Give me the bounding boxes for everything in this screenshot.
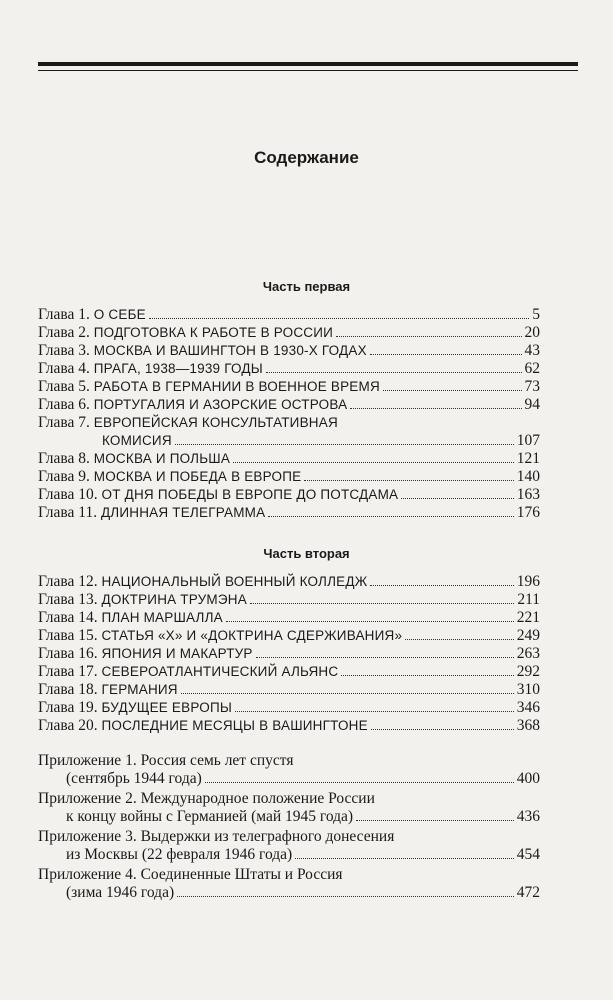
toc-entry xyxy=(38,681,540,699)
page-number: 140 xyxy=(516,468,540,485)
chapter-title: РАБОТА В ГЕРМАНИИ В ВОЕННОЕ ВРЕМЯ xyxy=(93,379,380,394)
page-number: 43 xyxy=(524,342,540,359)
chapter-title: МОСКВА И ВАШИНГТОН В 1930-Х ГОДАХ xyxy=(93,343,367,358)
appendix-subtitle: (зима 1946 года) xyxy=(66,884,175,901)
appendix-subtitle-row xyxy=(38,770,540,788)
appendix-subtitle: из Москвы (22 февраля 1946 года) xyxy=(66,846,293,863)
page-number: 368 xyxy=(516,717,540,734)
toc-entry xyxy=(38,627,540,645)
toc-entry xyxy=(38,609,540,627)
dot-leader xyxy=(371,729,514,730)
chapter-number: Глава 20. xyxy=(38,717,102,734)
page-number: 346 xyxy=(516,699,540,716)
dot-leader xyxy=(341,675,513,676)
page-number: 196 xyxy=(516,573,540,590)
toc-entry xyxy=(38,645,540,663)
chapter-number: Глава 2. xyxy=(38,324,94,341)
page-number: 454 xyxy=(516,846,540,863)
chapter-title: О СЕБЕ xyxy=(93,307,146,322)
appendix-subtitle-row xyxy=(38,808,540,826)
toc-entry xyxy=(38,306,540,324)
toc-entry xyxy=(38,504,540,522)
page-number: 400 xyxy=(516,770,540,787)
chapter-label xyxy=(38,324,333,342)
chapter-number: Глава 8. xyxy=(38,450,94,467)
chapter-label xyxy=(38,573,367,591)
dot-leader xyxy=(181,693,514,694)
page-number: 249 xyxy=(516,627,540,644)
chapter-title: БУДУЩЕЕ ЕВРОПЫ xyxy=(101,700,233,715)
dot-leader xyxy=(405,639,514,640)
appendix-subtitle: (сентябрь 1944 года) xyxy=(66,770,202,787)
dot-leader xyxy=(268,516,513,517)
chapter-title: СТАТЬЯ «Х» И «ДОКТРИНА СДЕРЖИВАНИЯ» xyxy=(101,628,403,643)
toc-entry xyxy=(38,378,540,396)
chapter-title: ПОДГОТОВКА К РАБОТЕ В РОССИИ xyxy=(93,325,334,340)
dot-leader xyxy=(205,782,514,783)
appendix-title: Приложение 2. Международное положение России xyxy=(38,790,375,807)
chapter-label xyxy=(38,627,402,645)
page-number: 263 xyxy=(516,645,540,662)
chapter-number: Глава 18. xyxy=(38,681,102,698)
chapter-title: ДЛИННАЯ ТЕЛЕГРАММА xyxy=(100,505,266,520)
dot-leader xyxy=(336,336,521,337)
dot-leader xyxy=(233,462,514,463)
chapter-title: ЕВРОПЕЙСКАЯ КОНСУЛЬТАТИВНАЯ xyxy=(93,415,338,430)
page-title: Содержание xyxy=(254,148,359,167)
part-two-heading: Часть вторая xyxy=(263,546,350,561)
chapter-label xyxy=(38,645,253,663)
chapter-title: ПОСЛЕДНИЕ МЕСЯЦЫ В ВАШИНГТОНЕ xyxy=(101,718,368,733)
toc-entry xyxy=(38,450,540,468)
chapter-number: Глава 19. xyxy=(38,699,102,716)
dot-leader xyxy=(250,603,514,604)
chapter-number: Глава 3. xyxy=(38,342,94,359)
toc-entry xyxy=(38,342,540,360)
part-one-heading: Часть первая xyxy=(262,279,351,294)
page-number: 94 xyxy=(524,396,540,413)
dot-leader xyxy=(370,354,522,355)
chapter-label xyxy=(38,486,398,504)
chapter-number: Глава 14. xyxy=(38,609,102,626)
toc-entry xyxy=(38,360,540,378)
page-number: 310 xyxy=(516,681,540,698)
toc-entry xyxy=(38,699,540,717)
toc-entry xyxy=(38,468,540,486)
chapter-number: Глава 16. xyxy=(38,645,102,662)
dot-leader xyxy=(256,657,514,658)
chapter-label xyxy=(38,450,230,468)
chapter-number: Глава 17. xyxy=(38,663,102,680)
dot-leader xyxy=(235,711,514,712)
part-one-chapters xyxy=(38,306,540,522)
page-number: 73 xyxy=(524,378,540,395)
chapter-number: Глава 1. xyxy=(38,306,94,323)
chapter-title-continued: КОМИСИЯ xyxy=(102,433,172,448)
dot-leader xyxy=(266,372,522,373)
toc-entry xyxy=(38,663,540,681)
appendix-entry xyxy=(38,828,540,864)
chapter-label xyxy=(38,414,338,432)
chapter-title: ПЛАН МАРШАЛЛА xyxy=(101,610,223,625)
dot-leader xyxy=(295,858,514,859)
chapter-label xyxy=(38,609,223,627)
chapter-number: Глава 10. xyxy=(38,486,102,503)
chapter-title: ГЕРМАНИЯ xyxy=(101,682,178,697)
header-rule-thin xyxy=(38,70,578,71)
chapter-title: ЯПОНИЯ И МАКАРТУР xyxy=(101,646,253,661)
appendices-list xyxy=(38,752,540,904)
page-number: 221 xyxy=(516,609,540,626)
appendix-title: Приложение 1. Россия семь лет спустя xyxy=(38,752,294,769)
dot-leader xyxy=(356,820,514,821)
chapter-label xyxy=(38,717,368,735)
page-number: 5 xyxy=(532,306,540,323)
chapter-label xyxy=(38,591,247,609)
chapter-label xyxy=(38,681,178,699)
chapter-number: Глава 15. xyxy=(38,627,102,644)
toc-entry xyxy=(38,486,540,504)
chapter-title: МОСКВА И ПОЛЬША xyxy=(93,451,231,466)
chapter-number: Глава 9. xyxy=(38,468,94,485)
page-number: 62 xyxy=(524,360,540,377)
chapter-number: Глава 6. xyxy=(38,396,94,413)
page-number: 107 xyxy=(516,432,540,449)
dot-leader xyxy=(226,621,514,622)
part-two-chapters xyxy=(38,573,540,735)
toc-entry xyxy=(38,324,540,342)
chapter-label xyxy=(38,468,301,486)
chapter-label xyxy=(38,342,367,360)
chapter-label xyxy=(38,396,347,414)
page-number: 20 xyxy=(524,324,540,341)
page-number: 436 xyxy=(516,808,540,825)
dot-leader xyxy=(350,408,521,409)
dot-leader xyxy=(401,498,513,499)
chapter-number: Глава 12. xyxy=(38,573,102,590)
chapter-title: ПОРТУГАЛИЯ И АЗОРСКИЕ ОСТРОВА xyxy=(93,397,348,412)
page-number: 292 xyxy=(516,663,540,680)
chapter-title: СЕВЕРОАТЛАНТИЧЕСКИЙ АЛЬЯНС xyxy=(101,664,339,679)
chapter-title: ОТ ДНЯ ПОБЕДЫ В ЕВРОПЕ ДО ПОТСДАМА xyxy=(101,487,399,502)
appendix-subtitle-row xyxy=(38,846,540,864)
chapter-title: ДОКТРИНА ТРУМЭНА xyxy=(101,592,247,607)
page-number: 472 xyxy=(516,884,540,901)
chapter-title: МОСКВА И ПОБЕДА В ЕВРОПЕ xyxy=(93,469,302,484)
dot-leader xyxy=(149,318,529,319)
chapter-label xyxy=(38,306,146,324)
appendix-entry xyxy=(38,790,540,826)
page-number: 163 xyxy=(516,486,540,503)
appendix-title: Приложение 3. Выдержки из телеграфного донесения xyxy=(38,828,395,845)
page-number: 121 xyxy=(516,450,540,467)
chapter-label xyxy=(38,699,232,717)
appendix-entry xyxy=(38,866,540,902)
appendix-subtitle-row xyxy=(38,884,540,902)
chapter-number: Глава 13. xyxy=(38,591,102,608)
header-rule-thick xyxy=(38,62,578,66)
toc-entry xyxy=(38,396,540,414)
toc-entry-continued xyxy=(38,432,540,450)
dot-leader xyxy=(370,585,513,586)
dot-leader xyxy=(175,444,514,445)
chapter-label xyxy=(38,504,265,522)
chapter-number: Глава 7. xyxy=(38,414,94,431)
appendix-title: Приложение 4. Соединенные Штаты и Россия xyxy=(38,866,343,883)
page-number: 176 xyxy=(516,504,540,521)
chapter-title: НАЦИОНАЛЬНЫЙ ВОЕННЫЙ КОЛЛЕДЖ xyxy=(101,574,368,589)
chapter-label xyxy=(38,378,380,396)
toc-entry xyxy=(38,414,540,432)
chapter-number: Глава 11. xyxy=(38,504,101,521)
chapter-number: Глава 5. xyxy=(38,378,94,395)
toc-entry xyxy=(38,717,540,735)
dot-leader xyxy=(383,390,522,391)
chapter-label xyxy=(38,663,338,681)
appendix-subtitle: к концу войны с Германией (май 1945 года) xyxy=(66,808,354,825)
toc-entry xyxy=(38,573,540,591)
appendix-entry xyxy=(38,752,540,788)
page-number: 211 xyxy=(517,591,540,608)
chapter-title: ПРАГА, 1938—1939 ГОДЫ xyxy=(93,361,263,376)
dot-leader xyxy=(177,896,514,897)
chapter-label xyxy=(38,360,263,378)
chapter-number: Глава 4. xyxy=(38,360,94,377)
dot-leader xyxy=(304,480,513,481)
toc-entry xyxy=(38,591,540,609)
